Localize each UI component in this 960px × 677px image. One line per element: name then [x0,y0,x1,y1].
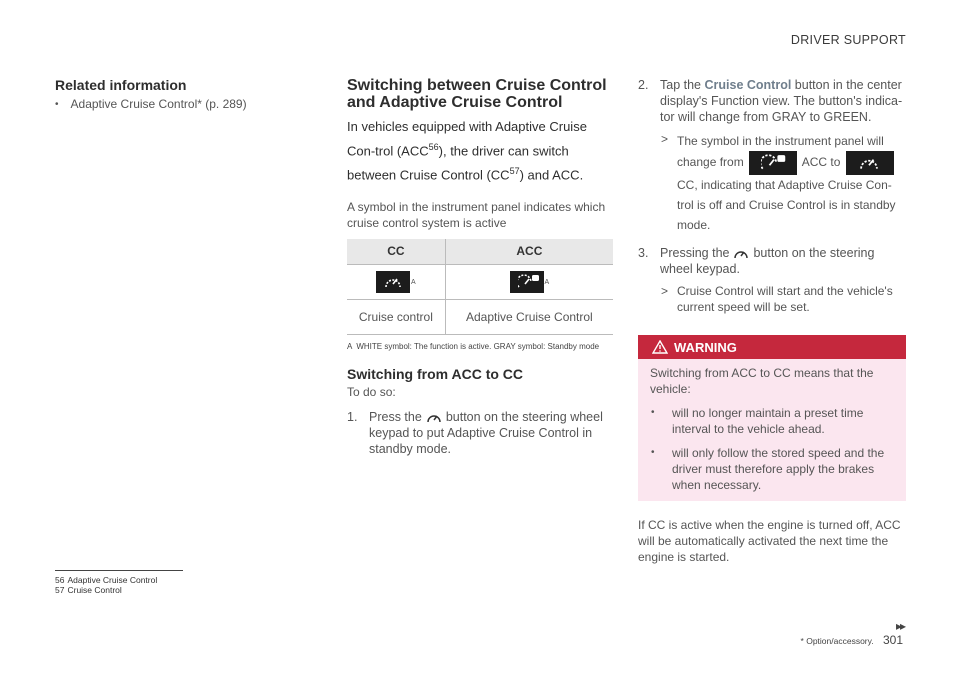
intro-text-3: ) and ACC. [519,167,584,183]
bullet: • [651,407,655,418]
todo-text: To do so: [347,385,396,400]
cruise-control-speedometer-icon [376,271,410,293]
table-note-marker: A [411,278,416,286]
footnotes [55,575,157,595]
step-number: 3. [638,246,649,260]
step-2-result-a: The symbol in the instrument panel will change from [677,134,884,170]
table-footnote [347,342,613,351]
table-row-labels [347,300,613,335]
step-2-text-a: Tap the [660,78,702,92]
main-column [347,77,613,457]
step-3 [638,245,906,277]
warning-item-text: will only follow the stored speed and the driver must therefore apply the brakes when necessary. [672,446,885,492]
adaptive-cruise-control-icon [510,271,544,293]
table-header-acc: ACC [445,239,613,265]
step-1 [347,409,613,457]
table-cell-cc-label: Cruise control [347,300,445,335]
step-text [660,245,906,277]
step-2-result-b: ACC to [801,155,841,170]
table-header-cc: CC [347,239,445,265]
step-2-result [661,131,906,235]
table-footnote-marker: A [347,342,353,352]
acc-symbol-icon [749,151,797,175]
warning-item [650,405,894,437]
warning-header [638,335,906,359]
cc-symbol-icon [846,151,894,175]
step-1-text-b: button on the steering wheel keypad to put Adaptive Cruise Control in standby mode. [369,410,603,457]
cruise-control-button-label: Cruise Control [704,78,792,92]
footnote-57 [55,585,157,595]
step-2-text-b: button in the center display's Function view. The button's indica-tor will change from GRAY to GREEN. [660,78,903,124]
section-title: Switching between Cruise Control and Adaptive Cruise Control [347,77,607,111]
table-note-marker: A [544,278,550,286]
page-footer [801,633,903,647]
step-text [660,77,906,125]
table-row-symbols [347,265,613,300]
step-2-result-c: CC, indicating that Adaptive Cruise Con-trol is off and Cruise Control is in standby mode. [677,178,896,232]
footnote-number: 57 [55,585,65,595]
footnote-divider [55,570,183,571]
option-accessory-note: * Option/accessory. [800,636,874,646]
step-3-result [661,283,906,315]
warning-item [650,445,894,493]
related-link-item[interactable] [55,97,305,112]
intro-text-2: ), the driver can switch between Cruise Control (CC [347,143,569,183]
right-column [638,77,906,565]
step-2 [638,77,906,125]
warning-triangle-icon [652,340,668,354]
cruise-control-button-icon [733,248,749,260]
page-number: 301 [882,633,903,647]
table-header-row [347,239,613,265]
warning-item-text: will no longer maintain a preset time interval to the vehicle ahead. [672,406,864,436]
warning-body [638,359,906,501]
step-1-text-a: Press the [369,410,422,425]
table-footnote-text: WHITE symbol: The function is active. GRAY symbol: Standby mode [356,342,600,352]
step-number: 2. [638,78,649,92]
step-text [369,409,613,457]
related-information-column [55,77,305,112]
warning-intro: Switching from ACC to CC means that the vehicle: [650,366,874,396]
footnote-ref-57[interactable]: 57 [509,166,520,177]
result-text: Cruise Control will start and the vehicle's current speed will be set. [677,284,893,314]
footnote-text: Adaptive Cruise Control [67,575,158,585]
switch-acc-to-cc-heading: Switching from ACC to CC [347,366,524,383]
bullet: • [651,447,655,458]
footnote-text: Cruise Control [67,585,122,595]
symbol-description: A symbol in the instrument panel indicates which cruise control system is active [347,199,606,230]
related-information-title: Related information [55,77,187,93]
bullet: • [55,99,59,110]
section-header: DRIVER SUPPORT [790,33,906,47]
result-arrow: > [661,132,669,146]
step-number: 1. [347,410,358,425]
table-cell-cc-symbol [347,265,445,300]
warning-title: WARNING [674,339,737,355]
cruise-control-symbol-table [347,239,613,336]
next-page-arrows-icon[interactable]: ▸▸ [895,619,904,633]
table-cell-acc-symbol [445,265,613,300]
related-link-acc[interactable]: Adaptive Cruise Control* (p. 289) [70,97,247,111]
cruise-control-button-icon [426,412,442,424]
table-cell-acc-label: Adaptive Cruise Control [445,300,613,335]
result-arrow: > [661,284,669,298]
warning-box [638,335,906,501]
footnote-56 [55,575,157,585]
intro-text-1: In vehicles equipped with Adaptive Cruise Con-trol (ACC [347,119,587,159]
intro-paragraph [347,117,613,186]
footnote-number: 56 [55,575,65,585]
step-3-text-a: Pressing the [660,246,730,260]
step-3-text-b: button on the steering wheel keypad. [660,246,875,276]
closing-paragraph: If CC is active when the engine is turned off, ACC will be automatically activated the next time the engine is started. [638,518,901,564]
result-text [677,131,906,235]
footnote-ref-56[interactable]: 56 [428,142,439,152]
